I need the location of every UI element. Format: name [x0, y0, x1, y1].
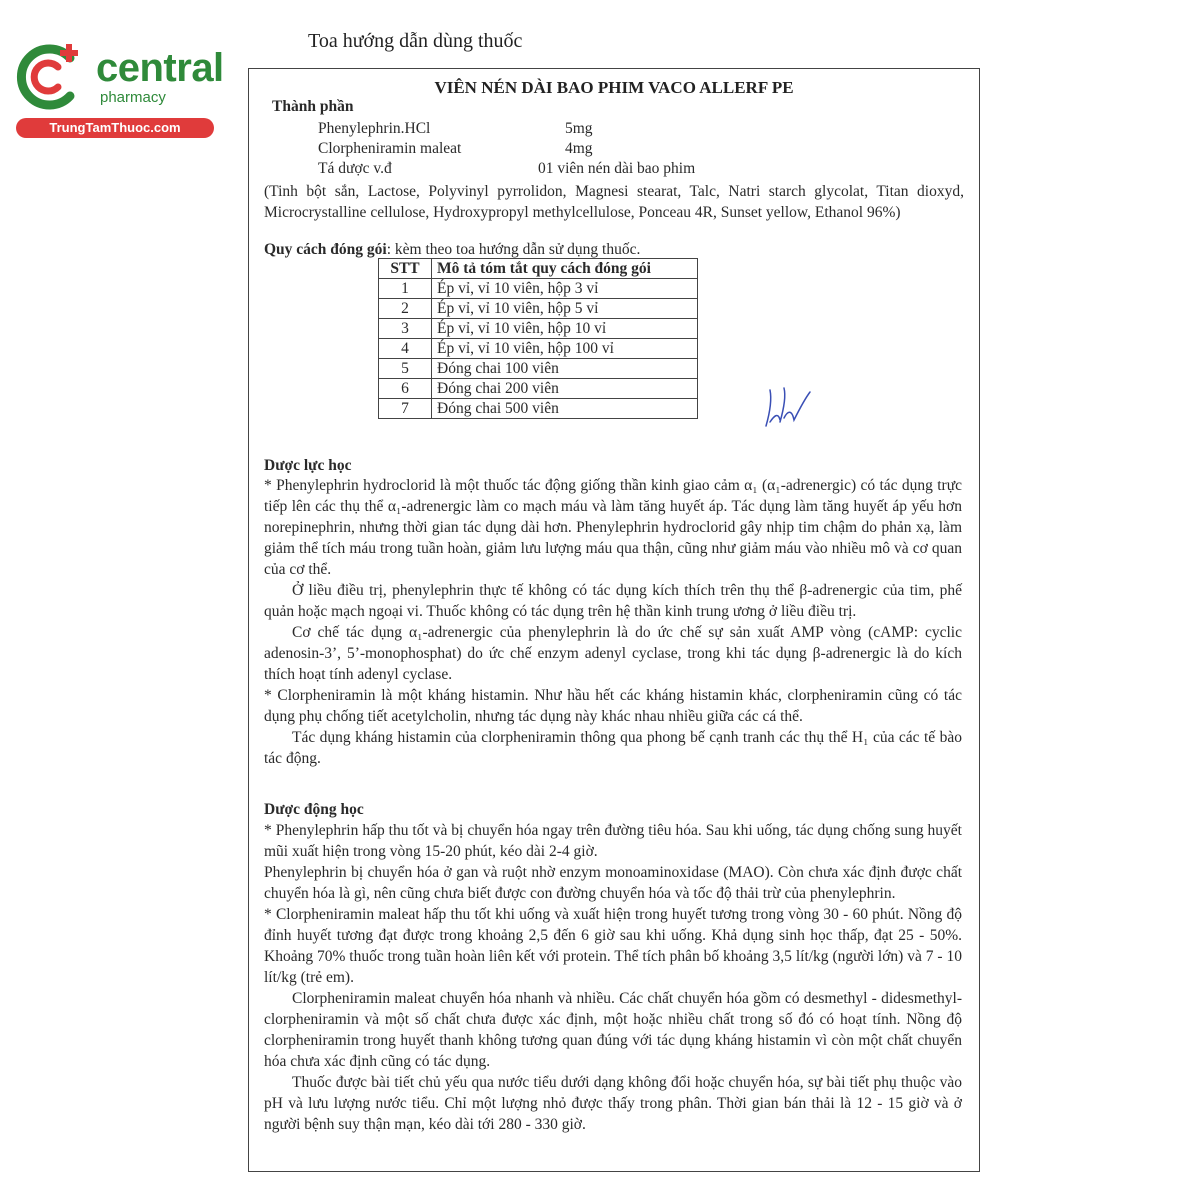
- table-cell-stt: 3: [379, 319, 432, 339]
- pharmacodynamics-heading: Dược lực học: [264, 457, 352, 474]
- table-header-stt: STT: [379, 259, 432, 279]
- document-header: Toa hướng dẫn dùng thuốc: [308, 30, 523, 52]
- table-cell-stt: 2: [379, 299, 432, 319]
- paragraph: * Phenylephrin hydroclorid là một thuốc tác động giống thần kinh giao cảm α₁ (α₁-adrenergic) có tác dụng trực tiếp lên các thụ thể α₁-adrenergic làm co mạch máu và làm tăng huyết áp. Tác dụng làm tăng huyết áp yếu hơn norepinephrin, nhưng thời gian tác dụng dài hơn. Phenylephrin hydroclorid gây nhịp tim chậm do phản xạ, làm giảm thể tích máu trong tuần hoàn, giảm lưu lượng máu qua thận, cũng như giảm máu vào nhiều mô và cơ quan của cơ thể.: [264, 477, 962, 578]
- excipients-text: (Tinh bột sắn, Lactose, Polyvinyl pyrrolidon, Magnesi stearat, Talc, Natri starch glycolat, Titan dioxyd, Microcrystalline cellulose, Hydroxypropyl methylcellulose, Ponceau 4R, Sunset yellow, Ethanol 96%): [264, 183, 964, 221]
- packing-text: : kèm theo toa hướng dẫn sử dụng thuốc.: [386, 241, 641, 258]
- ingredient-name: Clorpheniramin maleat: [318, 140, 462, 157]
- paragraph: Thuốc được bài tiết chủ yếu qua nước tiểu dưới dạng không đổi hoặc chuyển hóa, sự bài tiết phụ thuộc vào pH và lưu lượng nước tiểu. Chỉ một lượng nhỏ được thấy trong phân. Thời gian bán thải là 12 - 15 giờ và ở người bệnh suy thận mạn, kéo dài tới 280 - 330 giờ.: [264, 1074, 962, 1133]
- table-header-description: Mô tả tóm tắt quy cách đóng gói: [432, 259, 698, 279]
- packing-heading: Quy cách đóng gói: [264, 241, 387, 258]
- table-cell-stt: 7: [379, 399, 432, 419]
- handwritten-signature: [760, 382, 820, 434]
- table-row: [379, 359, 698, 379]
- table-cell-description: Đóng chai 500 viên: [432, 399, 698, 419]
- ingredient-amount: 5mg: [565, 120, 593, 137]
- central-pharmacy-logo: [8, 38, 224, 138]
- table-row: [379, 319, 698, 339]
- table-cell-stt: 1: [379, 279, 432, 299]
- logo-site-banner: TrungTamThuoc.com: [16, 118, 214, 138]
- paragraph: * Clorpheniramin maleat hấp thu tốt khi uống và xuất hiện trong huyết tương trong vòng 30 - 60 phút. Nồng độ đỉnh huyết tương đạt được trong khoảng 2,5 đến 6 giờ sau khi uống. Khả dụng sinh học thấp, đạt 25 - 50%. Khoảng 70% thuốc trong tuần hoàn liên kết với protein. Thể tích phân bố khoảng 3,5 lít/kg (người lớn) và 7 - 10 lít/kg (trẻ em).: [264, 906, 962, 986]
- paragraph: Tác dụng kháng histamin của clorpheniramin thông qua phong bế cạnh tranh các thụ thể H₁ của các tế bào tác động.: [264, 729, 962, 767]
- table-cell-description: Ép vỉ, vỉ 10 viên, hộp 100 vỉ: [432, 339, 698, 359]
- table-cell-description: Đóng chai 100 viên: [432, 359, 698, 379]
- ingredient-name: Phenylephrin.HCl: [318, 120, 431, 137]
- packing-table-header: [379, 259, 698, 279]
- ingredient-amount: 4mg: [565, 140, 593, 157]
- table-cell-description: Ép vỉ, vỉ 10 viên, hộp 3 vỉ: [432, 279, 698, 299]
- paragraph: Ở liều điều trị, phenylephrin thực tế không có tác dụng kích thích trên thụ thể β-adrenergic của tim, phế quản hoặc mạch ngoại vi. Thuốc không có tác dụng trên hệ thần kinh trung ương ở liều điều trị.: [264, 582, 962, 620]
- table-row: [379, 279, 698, 299]
- paragraph: Phenylephrin bị chuyển hóa ở gan và ruột nhờ enzym monoaminoxidase (MAO). Còn chưa xác định được chất chuyển hóa là gì, nên cũng chưa biết được con đường chuyển hóa và tốc độ thải trừ của phenylephrin.: [264, 864, 962, 902]
- paragraph: * Phenylephrin hấp thu tốt và bị chuyển hóa ngay trên đường tiêu hóa. Sau khi uống, tác dụng chống sung huyết mũi xuất hiện trong vòng 15-20 phút, kéo dài 2-4 giờ.: [264, 822, 962, 860]
- ingredient-name: Tá dược v.đ: [318, 160, 392, 177]
- ingredient-amount: 01 viên nén dài bao phim: [538, 160, 696, 177]
- pharmacokinetics-section: [264, 820, 962, 1135]
- table-cell-description: Ép vỉ, vỉ 10 viên, hộp 5 vỉ: [432, 299, 698, 319]
- packing-line: [264, 240, 640, 260]
- pharmacy-cross-icon: [8, 38, 94, 118]
- composition-heading: Thành phần: [272, 98, 354, 115]
- paragraph: Clorpheniramin maleat chuyển hóa nhanh và nhiều. Các chất chuyển hóa gồm có desmethyl - didesmethyl- clorpheniramin và một số chất chưa được xác định, một hoặc nhiều chất trong số đó có hoạt tính. Nồng độ clorpheniramin trong huyết thanh không tương quan đúng với tác dụng kháng histamin vì còn một chất chuyển hóa chưa xác định cũng có tác dụng.: [264, 990, 962, 1070]
- table-cell-stt: 4: [379, 339, 432, 359]
- logo-brand-text: central: [96, 46, 224, 90]
- paragraph: Cơ chế tác dụng α₁-adrenergic của phenylephrin là do ức chế sự sản xuất AMP vòng (cAMP: cyclic adenosin-3’, 5’-monophosphat) do ức chế enzym adenyl cyclase, trong khi tác dụng β-adrenergic là do kích thích hoạt tính adenyl cyclase.: [264, 624, 962, 683]
- pharmacodynamics-section: [264, 475, 962, 769]
- document-title: VIÊN NÉN DÀI BAO PHIM VACO ALLERF PE: [434, 78, 794, 97]
- table-row: [379, 339, 698, 359]
- packing-table: [378, 258, 698, 419]
- table-cell-description: Đóng chai 200 viên: [432, 379, 698, 399]
- table-cell-stt: 5: [379, 359, 432, 379]
- table-cell-stt: 6: [379, 379, 432, 399]
- pharmacokinetics-heading: Dược động học: [264, 801, 364, 818]
- paragraph: * Clorpheniramin là một kháng histamin. Như hầu hết các kháng histamin khác, clorpheniramin cũng có tác dụng phụ chống tiết acetylcholin, nhưng tác dụng này khác nhau nhiều giữa các cá thể.: [264, 687, 962, 725]
- logo-sub-text: pharmacy: [100, 89, 166, 106]
- table-row: [379, 399, 698, 419]
- table-cell-description: Ép vỉ, vỉ 10 viên, hộp 10 vỉ: [432, 319, 698, 339]
- table-row: [379, 299, 698, 319]
- table-row: [379, 379, 698, 399]
